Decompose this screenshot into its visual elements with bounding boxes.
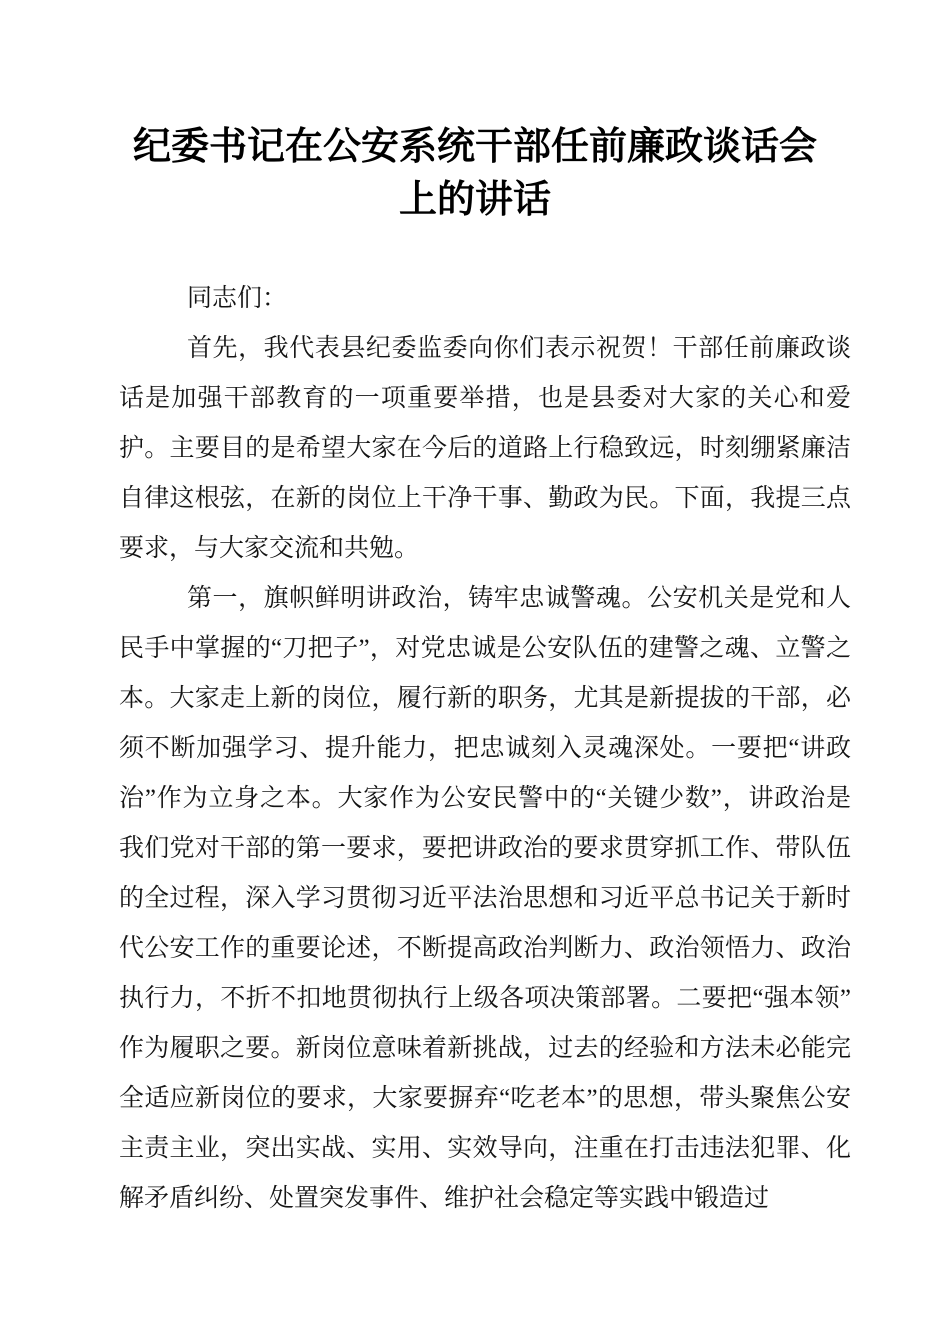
paragraph-point-one: 第一，旗帜鲜明讲政治，铸牢忠诚警魂。公安机关是党和人民手中掌握的“刀把子”，对党忠诚是公安队伍的建警之魂、立警之本。大家走上新的岗位，履行新的职务，尤其是新提拔的干部，必须不断加强学习、提升能力，把忠诚刻入灵魂深处。一要把“讲政治”作为立身之本。大家作为公安民警中的“关键少数”，讲政治是我们党对干部的第一要求，要把讲政治的要求贯穿抓工作、带队伍的全过程，深入学习贯彻习近平法治思想和习近平总书记关于新时代公安工作的重要论述，不断提高政治判断力、政治领悟力、政治执行力，不折不扣地贯彻执行上级各项决策部署。二要把“强本领”作为履职之要。新岗位意味着新挑战，过去的经验和方法未必能完全适应新岗位的要求，大家要摒弃“吃老本”的思想，带头聚焦公安主责主业，突出实战、实用、实效导向，注重在打击违法犯罪、化解矛盾纠纷、处置突发事件、维护社会稳定等实践中锻造过 (119, 585, 851, 1212)
paragraph-salutation: 同志们： (187, 285, 288, 312)
document-title: 纪委书记在公安系统干部任前廉政谈话会上的讲话 (132, 124, 817, 221)
paragraph-opening: 首先，我代表县纪委监委向你们表示祝贺！干部任前廉政谈话是加强干部教育的一项重要举措，也是县委对大家的关心和爱护。主要目的是希望大家在今后的道路上行稳致远，时刻绷紧廉洁自律这根弦，在新的岗位上干净干事、勤政为民。下面，我提三点要求，与大家交流和共勉。 (119, 335, 851, 562)
document-body (119, 274, 851, 1224)
